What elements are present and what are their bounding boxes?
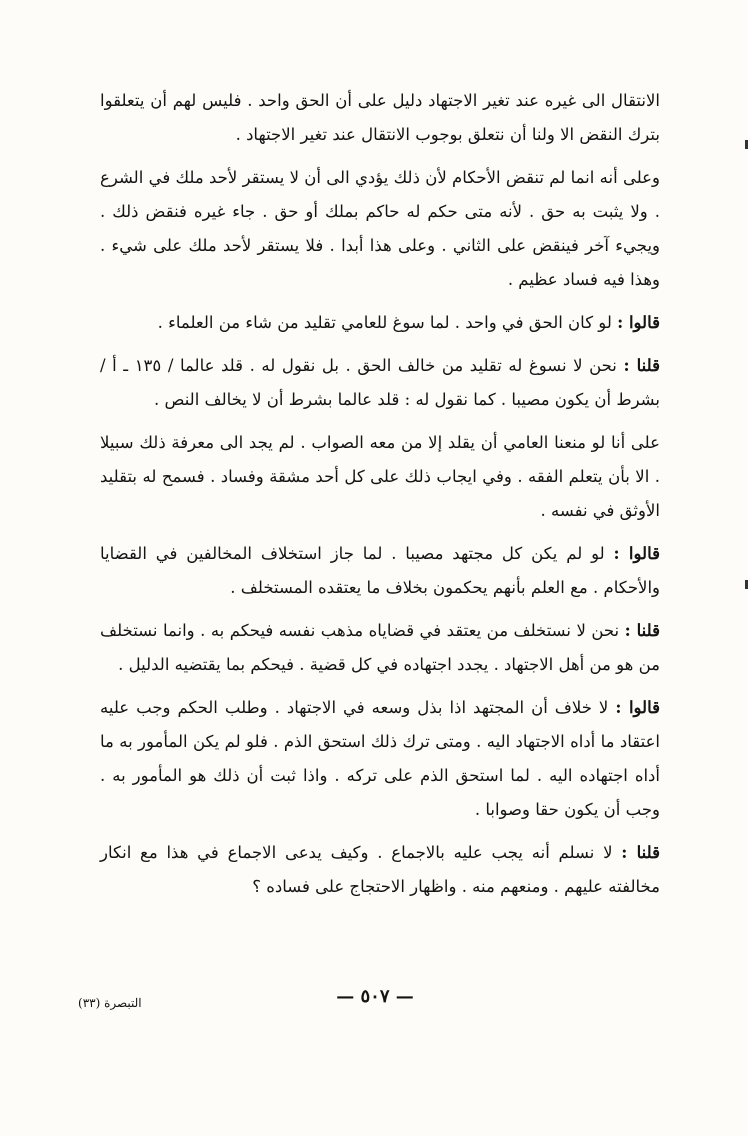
paragraph-4 [100,349,660,417]
paragraph-7 [100,614,660,682]
paragraph-5 [100,426,660,528]
paragraph-text: لا خلاف أن المجتهد اذا بذل وسعه في الاجتهاد . وطلب الحكم وجب عليه اعتقاد ما أداه الاجتهاد اليه . ومتى ترك ذلك استحق الذم . فلو لم يكن المأمور به ما أداه اجتهاده اليه . لما استحق الذم على تركه . واذا ثبت أن ذلك هو المأمور به . وجب أن يكون حقا وصوابا . [100,698,660,819]
paragraph-8 [100,691,660,827]
page-footer [0,986,748,1016]
paragraph-text: لا نسلم أنه يجب عليه بالاجماع . وكيف يدعى الاجماع في هذا مع انكار مخالفته عليهم . ومنعهم منه . واظهار الاحتجاج على فساده ؟ [100,843,660,896]
paragraph-text: نحن لا نستخلف من يعتقد في قضاياه مذهب نفسه فيحكم به . وانما نستخلف من هو من أهل الاجتهاد . يجدد اجتهاده في كل قضية . فيحكم بما يقتضيه الدليل . [100,621,660,674]
signature-mark: التبصرة (٣٣) [78,996,142,1010]
paragraph-9 [100,836,660,904]
paragraph-keyword: قالوا : [617,313,660,332]
paragraph-text: وعلى أنه انما لم تنقض الأحكام لأن ذلك يؤدي الى أن لا يستقر لأحد ملك في الشرع . ولا يثبت به حق . لأنه متى حكم له حاكم بملك أو حق . جاء غيره فنقض ذلك . ويجيء آخر فينقض على الثاني . وعلى هذا أبدا . فلا يستقر لأحد ملك على شيء . وهذا فيه فساد عظيم . [100,168,660,289]
paragraph-keyword: قلنا : [624,621,660,640]
paragraph-keyword: قالوا : [615,698,661,717]
paragraph-text: نحن لا نسوغ له تقليد من خالف الحق . بل نقول له . قلد عالما / ١٣٥ ـ أ / بشرط أن يكون مصيبا . كما نقول له : قلد عالما بشرط أن لا يخالف النص . [100,356,660,409]
paragraph-text: لو لم يكن كل مجتهد مصيبا . لما جاز استخلاف المخالفين في القضايا والأحكام . مع العلم بأنهم يحكمون بخلاف ما يعتقده المستخلف . [100,544,660,597]
paragraph-3 [100,306,660,340]
paragraph-keyword: قلنا : [621,843,660,862]
paragraph-6 [100,537,660,605]
paragraph-1 [100,84,660,152]
page-number: — ٥٠٧ — [336,986,414,1007]
paragraph-text: لو كان الحق في واحد . لما سوغ للعامي تقليد من شاء من العلماء . [157,313,612,332]
paragraph-text: على أنا لو منعنا العامي أن يقلد إلا من معه الصواب . لم يجد الى معرفة ذلك سبيلا . الا بأن يتعلم الفقه . وفي ايجاب ذلك على كل أحد مشقة وفساد . فسمح له بتقليد الأوثق في نفسه . [100,433,660,520]
paragraph-keyword: قلنا : [623,356,660,375]
paragraph-2 [100,161,660,297]
paragraph-keyword: قالوا : [613,544,660,563]
page-body [100,84,660,913]
paragraph-text: الانتقال الى غيره عند تغير الاجتهاد دليل على أن الحق واحد . فليس لهم أن يتعلقوا بترك النقض الا ولنا أن نتعلق بوجوب الانتقال عند تغير الاجتهاد . [100,91,660,144]
